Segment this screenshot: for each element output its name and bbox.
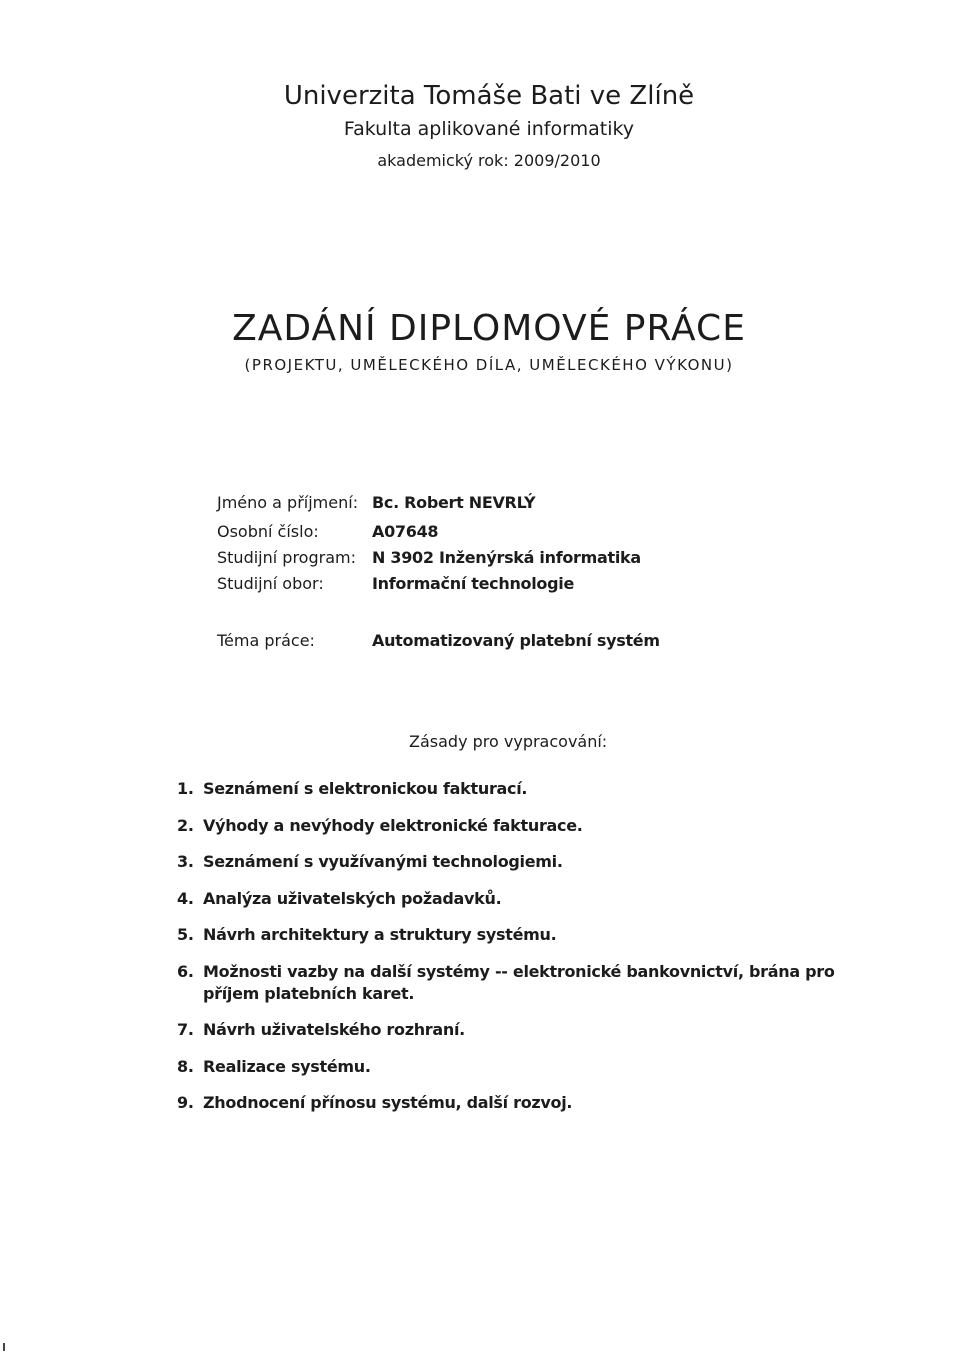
item-number: 5. (177, 925, 194, 944)
item-text: Seznámení s využívanými technologiemi. (203, 852, 563, 871)
document-header (0, 78, 960, 176)
info-label: Jméno a příjmení: (217, 493, 359, 512)
info-value: Informační technologie (372, 574, 575, 593)
info-value: A07648 (372, 522, 439, 541)
info-label: Téma práce: (217, 631, 315, 650)
list-item (177, 1019, 867, 1041)
info-row-topic (217, 630, 660, 652)
info-value: Bc. Robert NEVRLÝ (372, 493, 536, 512)
scan-mark (3, 1343, 5, 1351)
university-name: Univerzita Tomáše Bati ve Zlíně (283, 81, 695, 111)
item-text: Seznámení s elektronickou fakturací. (203, 779, 528, 798)
list-item (177, 815, 867, 837)
info-label: Studijní program: (217, 548, 356, 567)
item-number: 9. (177, 1093, 194, 1112)
academic-year: akademický rok: 2009/2010 (377, 151, 601, 170)
item-number: 1. (177, 779, 194, 798)
list-item (177, 778, 867, 800)
item-number: 2. (177, 815, 194, 835)
item-text: Realizace systému. (203, 1056, 371, 1076)
list-item (177, 924, 867, 946)
principles-heading: Zásady pro vypracování: (409, 732, 608, 751)
item-number: 7. (177, 1020, 194, 1039)
item-text: Možnosti vazby na další systémy -- elektronické bankovnictví, brána pro příjem platebních karet. (203, 961, 835, 1003)
document-title: ZADÁNÍ DIPLOMOVÉ PRÁCE (232, 308, 746, 349)
task-list (177, 778, 867, 1129)
info-value: N 3902 Inženýrská informatika (372, 548, 641, 567)
item-text: Návrh architektury a struktury systému. (203, 925, 557, 944)
info-row-personal-number (217, 521, 438, 543)
item-number: 3. (177, 852, 194, 871)
item-text: Zhodnocení přínosu systému, další rozvoj. (203, 1093, 573, 1112)
info-label: Studijní obor: (217, 574, 324, 593)
item-text: Analýza uživatelských požadavků. (203, 888, 502, 908)
list-item (177, 961, 867, 1005)
info-row-study-field (217, 573, 574, 595)
item-text: Návrh uživatelského rozhraní. (203, 1020, 465, 1039)
info-value: Automatizovaný platební systém (372, 631, 660, 650)
faculty-name: Fakulta aplikované informatiky (343, 118, 635, 140)
list-item (177, 1056, 867, 1078)
list-item (177, 851, 867, 873)
list-item (177, 1092, 867, 1114)
document-subtitle: (PROJEKTU, UMĚLECKÉHO DÍLA, UMĚLECKÉHO VÝKONU) (244, 356, 734, 374)
item-number: 8. (177, 1056, 194, 1076)
item-text: Výhody a nevýhody elektronické fakturace. (203, 815, 583, 835)
list-item (177, 888, 867, 910)
info-label: Osobní číslo: (217, 522, 319, 541)
item-number: 4. (177, 888, 194, 908)
item-number: 6. (177, 961, 194, 981)
info-row-study-program (217, 547, 641, 569)
info-row-name (217, 492, 535, 514)
